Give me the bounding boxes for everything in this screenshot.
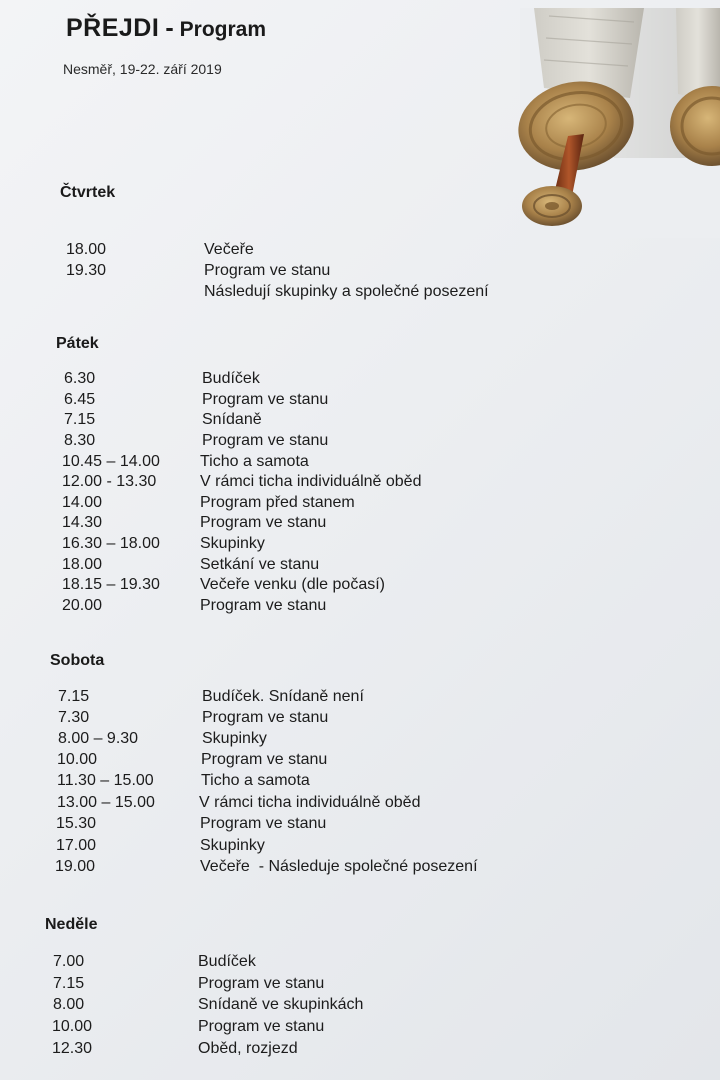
row-time: 10.00 — [52, 1018, 93, 1035]
day-heading-ctvrtek: Čtvrtek — [60, 184, 116, 201]
row-time: 11.30 – 15.00 — [57, 772, 154, 789]
row-event: Budíček. Snídaně není — [202, 688, 364, 705]
row-time: 10.00 — [57, 751, 98, 768]
row-time: 6.45 — [64, 391, 96, 408]
row-time: 15.30 — [56, 815, 97, 832]
row-event: Večeře - Následuje společné posezení — [200, 858, 478, 875]
row-event: Program ve stanu — [200, 514, 327, 531]
title-separator: - — [165, 14, 174, 42]
row-time: 19.00 — [55, 858, 96, 875]
row-time: 7.15 — [64, 411, 96, 428]
row-time: 12.00 - 13.30 — [62, 473, 157, 490]
row-event: Program ve stanu — [202, 709, 329, 726]
row-time: 8.00 – 9.30 — [58, 730, 139, 747]
row-event: V rámci ticha individuálně oběd — [199, 794, 421, 811]
row-event: Program ve stanu — [200, 815, 327, 832]
row-time: 7.15 — [58, 688, 90, 705]
row-event: Večeře — [204, 241, 254, 258]
row-event: Program ve stanu — [202, 391, 329, 408]
row-time: 12.30 — [52, 1040, 93, 1057]
row-time: 8.30 — [64, 432, 96, 449]
row-time: 6.30 — [64, 370, 96, 387]
row-event: Skupinky — [202, 730, 267, 747]
row-time: 14.30 — [62, 514, 103, 531]
row-event: Program ve stanu — [202, 432, 329, 449]
row-event: Program ve stanu — [198, 1018, 325, 1035]
title-main: PŘEJDI — [66, 14, 160, 42]
row-time: 18.00 — [66, 241, 107, 258]
row-event: Skupinky — [200, 535, 265, 552]
row-event: Budíček — [202, 370, 260, 387]
torah-scroll-illustration — [494, 8, 720, 238]
row-event: Ticho a samota — [200, 453, 309, 470]
row-event: Program před stanem — [200, 494, 355, 511]
day-heading-nedele: Neděle — [45, 916, 98, 933]
day-heading-sobota: Sobota — [50, 652, 105, 669]
title-sub: Program — [179, 18, 266, 41]
row-time: 7.00 — [53, 953, 85, 970]
row-time: 13.00 – 15.00 — [57, 794, 155, 811]
row-time: 17.00 — [56, 837, 97, 854]
row-event: Večeře venku (dle počasí) — [200, 576, 385, 593]
row-event: Program ve stanu — [204, 262, 331, 279]
row-event: Program ve stanu — [200, 597, 327, 614]
day-heading-patek: Pátek — [56, 335, 99, 352]
row-event: Program ve stanu — [201, 751, 328, 768]
row-time: 7.15 — [53, 975, 85, 992]
row-time: 8.00 — [53, 996, 85, 1013]
row-event: Následují skupinky a společné posezení — [204, 283, 489, 300]
row-event: Setkání ve stanu — [200, 556, 320, 573]
row-time: 18.00 — [62, 556, 103, 573]
row-time: 16.30 – 18.00 — [62, 535, 160, 552]
event-date-location: Nesměř, 19-22. září 2019 — [63, 61, 222, 77]
row-event: Program ve stanu — [198, 975, 325, 992]
row-event: Budíček — [198, 953, 256, 970]
row-time: 19.30 — [66, 262, 107, 279]
row-time: 7.30 — [58, 709, 90, 726]
torah-scroll-image — [494, 8, 720, 238]
row-event: Ticho a samota — [201, 772, 310, 789]
row-event: V rámci ticha individuálně oběd — [200, 473, 422, 490]
row-time: 10.45 – 14.00 — [62, 453, 160, 470]
row-event: Snídaně ve skupinkách — [198, 996, 364, 1013]
row-event: Snídaně — [202, 411, 262, 428]
row-event: Skupinky — [200, 837, 265, 854]
row-time: 14.00 — [62, 494, 103, 511]
row-time: 18.15 – 19.30 — [62, 576, 160, 593]
row-event: Oběd, rozjezd — [198, 1040, 298, 1057]
page-title — [66, 14, 266, 43]
row-time: 20.00 — [62, 597, 103, 614]
